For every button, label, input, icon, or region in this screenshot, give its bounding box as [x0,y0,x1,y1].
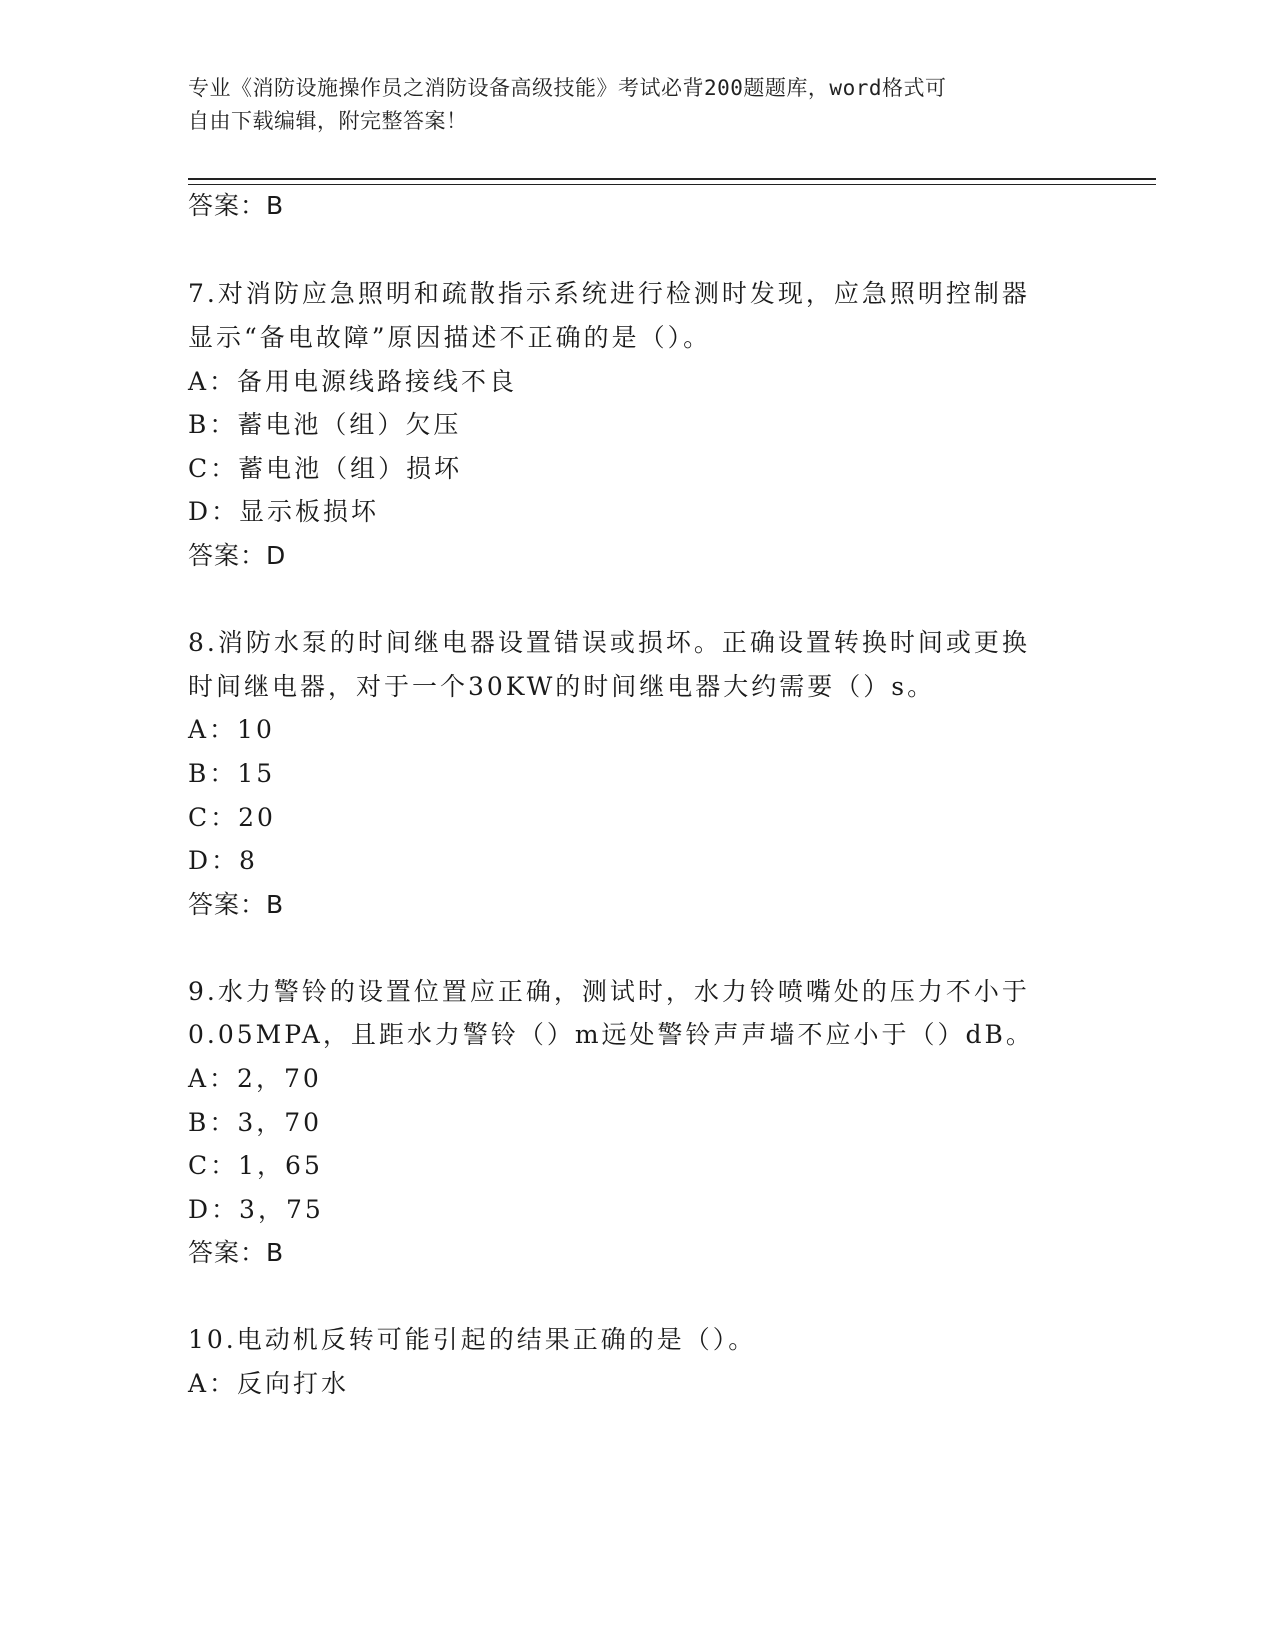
question-8-option-b: B：15 [188,759,276,788]
question-7-option-a: A：备用电源线路接线不良 [188,367,518,396]
answer-line: 答案：B [188,191,285,220]
question-8-text-cont: 时间继电器，对于一个30KW的时间继电器大约需要（）s。 [188,672,936,701]
header-line-1: 专业《消防设施操作员之消防设备高级技能》考试必背200题题库，word格式可 [188,76,947,100]
question-7-text: 7.对消防应急照明和疏散指示系统进行检测时发现，应急照明控制器 [188,279,1030,308]
question-9-text-cont: 0.05MPA，且距水力警铃（）m远处警铃声声墙不应小于（）dB。 [188,1020,1034,1049]
question-9-option-b: B：3，70 [188,1108,323,1137]
header-divider-thick [188,178,1156,180]
question-8-option-a: A：10 [188,715,275,744]
question-9-option-d: D：3，75 [188,1195,324,1224]
question-10-option-a: A：反向打水 [188,1369,350,1398]
question-7-option-d: D：显示板损坏 [188,497,380,526]
question-9-text: 9.水力警铃的设置位置应正确，测试时，水力铃喷嘴处的压力不小于 [188,977,1030,1006]
document-header [188,72,1088,138]
question-7-answer: 答案：D [188,541,287,570]
question-9-answer: 答案：B [188,1238,285,1267]
question-7-option-b: B：蓄电池（组）欠压 [188,410,462,439]
question-7-option-c: C：蓄电池（组）损坏 [188,454,463,483]
question-8-option-d: D：8 [188,846,258,875]
question-9-option-a: A：2，70 [188,1064,322,1093]
question-8-answer: 答案：B [188,890,285,919]
question-8-text: 8.消防水泵的时间继电器设置错误或损坏。正确设置转换时间或更换 [188,628,1030,657]
question-10-text: 10.电动机反转可能引起的结果正确的是（）。 [188,1325,757,1354]
header-divider-thin [188,184,1156,185]
question-9-option-c: C：1，65 [188,1151,323,1180]
header-line-2: 自由下载编辑，附完整答案！ [188,109,468,133]
question-7-text-cont: 显示“备电故障”原因描述不正确的是（）。 [188,323,712,352]
question-8-option-c: C：20 [188,803,276,832]
